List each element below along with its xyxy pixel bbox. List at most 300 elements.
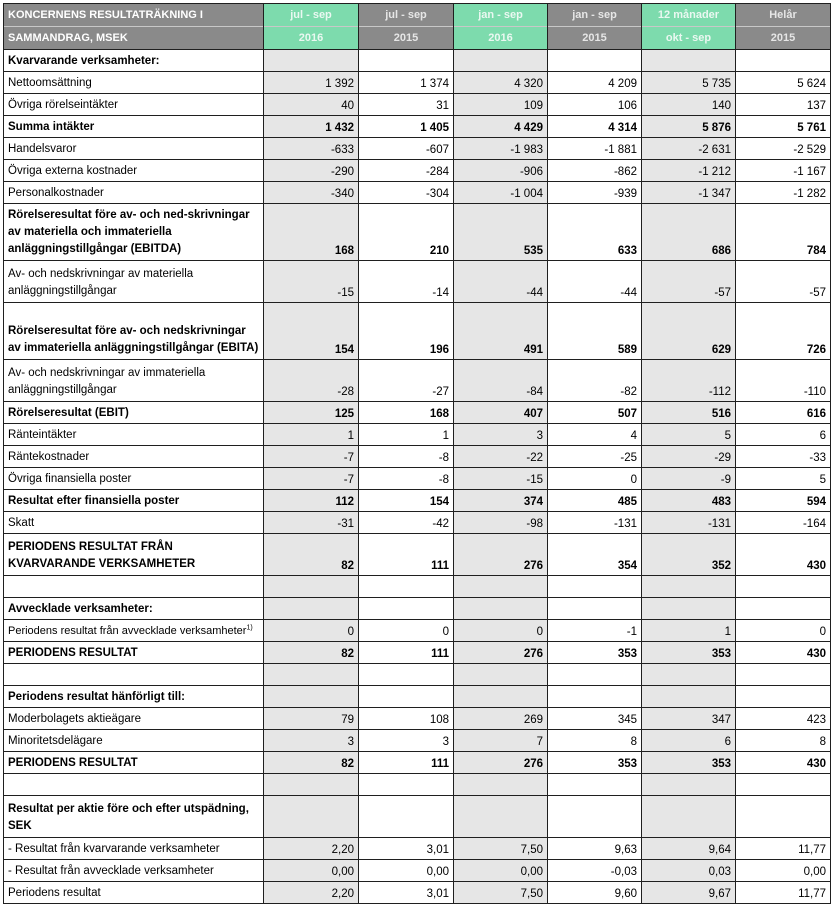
row-label-text: Kvarvarande verksamheter: — [8, 54, 160, 67]
value-cell: 7,50 — [454, 882, 548, 904]
table-row — [4, 838, 831, 860]
value-cell: 1 405 — [359, 116, 454, 138]
row-label — [4, 204, 264, 261]
value-cell — [548, 664, 642, 686]
row-label-text: Moderbolagets aktieägare — [8, 712, 141, 725]
row-label — [4, 838, 264, 860]
table-row — [4, 360, 831, 402]
row-label-text: - Resultat från kvarvarande verksamheter — [8, 842, 220, 855]
value-cell: 196 — [359, 303, 454, 360]
column-header — [548, 4, 642, 50]
value-cell: 491 — [454, 303, 548, 360]
value-cell: 4 — [548, 424, 642, 446]
row-label-text: Rörelseresultat före av- och nedskrivningar av immateriella anläggningstillgångar (EBITA) — [8, 325, 259, 354]
value-cell: -22 — [454, 446, 548, 468]
value-cell: -131 — [548, 512, 642, 534]
value-cell: 353 — [548, 642, 642, 664]
row-label — [4, 160, 264, 182]
value-cell: 0 — [264, 620, 359, 642]
value-cell: -131 — [642, 512, 736, 534]
row-label-text: Resultat efter finansiella poster — [8, 494, 180, 507]
value-cell: 3 — [264, 730, 359, 752]
row-label — [4, 642, 264, 664]
value-cell: -633 — [264, 138, 359, 160]
value-cell — [642, 774, 736, 796]
row-label — [4, 50, 264, 72]
value-cell: 3 — [359, 730, 454, 752]
value-cell — [454, 796, 548, 838]
value-cell — [736, 774, 831, 796]
value-cell: -1 — [548, 620, 642, 642]
value-cell: 108 — [359, 708, 454, 730]
value-cell: 269 — [454, 708, 548, 730]
row-label-text: Övriga finansiella poster — [8, 472, 132, 485]
value-cell: 111 — [359, 534, 454, 576]
value-cell: -112 — [642, 360, 736, 402]
value-cell: 125 — [264, 402, 359, 424]
value-cell: 9,67 — [642, 882, 736, 904]
value-cell — [736, 664, 831, 686]
value-cell: -44 — [454, 261, 548, 303]
value-cell: -0,03 — [548, 860, 642, 882]
value-cell: -29 — [642, 446, 736, 468]
row-label — [4, 576, 264, 598]
value-cell: -2 529 — [736, 138, 831, 160]
row-label-text: Avvecklade verksamheter: — [8, 602, 153, 615]
table-row — [4, 642, 831, 664]
value-cell: 483 — [642, 490, 736, 512]
value-cell: 210 — [359, 204, 454, 261]
table-title-line2: SAMMANDRAG, MSEK — [8, 32, 128, 44]
value-cell: -33 — [736, 446, 831, 468]
value-cell: 9,60 — [548, 882, 642, 904]
value-cell: 5 735 — [642, 72, 736, 94]
value-cell: 407 — [454, 402, 548, 424]
value-cell: 6 — [736, 424, 831, 446]
value-cell: -1 881 — [548, 138, 642, 160]
row-label — [4, 512, 264, 534]
table-row — [4, 490, 831, 512]
value-cell: -98 — [454, 512, 548, 534]
value-cell: 0 — [736, 620, 831, 642]
column-header-line2: 2016 — [488, 32, 513, 44]
value-cell — [359, 796, 454, 838]
row-label — [4, 730, 264, 752]
value-cell — [642, 664, 736, 686]
value-cell: -8 — [359, 446, 454, 468]
table-row — [4, 424, 831, 446]
row-label — [4, 72, 264, 94]
row-label — [4, 664, 264, 686]
row-label — [4, 182, 264, 204]
row-label — [4, 138, 264, 160]
row-label — [4, 116, 264, 138]
value-cell: 2,20 — [264, 882, 359, 904]
value-cell: 137 — [736, 94, 831, 116]
row-label — [4, 468, 264, 490]
value-cell: -2 631 — [642, 138, 736, 160]
column-header-line2: 2015 — [393, 32, 419, 44]
value-cell: 353 — [642, 752, 736, 774]
value-cell: 726 — [736, 303, 831, 360]
value-cell: 7 — [454, 730, 548, 752]
value-cell: 3,01 — [359, 838, 454, 860]
value-cell — [642, 796, 736, 838]
table-row — [4, 402, 831, 424]
value-cell — [264, 50, 359, 72]
table-row — [4, 598, 831, 620]
blank-row — [4, 664, 831, 686]
row-label — [4, 424, 264, 446]
row-label — [4, 620, 264, 642]
table-row — [4, 204, 831, 261]
row-label — [4, 490, 264, 512]
value-cell: -340 — [264, 182, 359, 204]
value-cell: -7 — [264, 468, 359, 490]
value-cell: -1 983 — [454, 138, 548, 160]
value-cell — [264, 598, 359, 620]
row-label-text: Periodens resultat hänförligt till: — [8, 690, 185, 703]
value-cell: 111 — [359, 752, 454, 774]
value-cell: 353 — [642, 642, 736, 664]
value-cell: 352 — [642, 534, 736, 576]
column-header — [264, 4, 359, 50]
table-row — [4, 512, 831, 534]
row-label-text: Rörelseresultat före av- och ned-skrivningar av materiella och immateriella anläggningstillgångar (EBITDA) — [8, 209, 250, 255]
value-cell: 82 — [264, 752, 359, 774]
value-cell: 0 — [359, 620, 454, 642]
value-cell: 347 — [642, 708, 736, 730]
value-cell: 276 — [454, 642, 548, 664]
value-cell: 154 — [359, 490, 454, 512]
value-cell — [548, 50, 642, 72]
row-label-text: PERIODENS RESULTAT — [8, 646, 138, 659]
value-cell — [548, 598, 642, 620]
value-cell: 168 — [359, 402, 454, 424]
value-cell: 140 — [642, 94, 736, 116]
column-header — [642, 4, 736, 50]
value-cell: -31 — [264, 512, 359, 534]
value-cell: -1 167 — [736, 160, 831, 182]
value-cell — [548, 576, 642, 598]
row-label-text: Skatt — [8, 516, 35, 529]
row-label-text: Av- och nedskrivningar av immateriella anläggningstillgångar — [8, 367, 206, 396]
value-cell: -82 — [548, 360, 642, 402]
value-cell: 594 — [736, 490, 831, 512]
value-cell — [736, 796, 831, 838]
value-cell: 686 — [642, 204, 736, 261]
table-row — [4, 182, 831, 204]
value-cell: -1 282 — [736, 182, 831, 204]
value-cell: 0 — [548, 468, 642, 490]
value-cell: -57 — [736, 261, 831, 303]
value-cell: -164 — [736, 512, 831, 534]
value-cell — [548, 796, 642, 838]
value-cell: 8 — [736, 730, 831, 752]
value-cell: -1 212 — [642, 160, 736, 182]
value-cell: 5 — [642, 424, 736, 446]
income-statement-table — [3, 3, 831, 904]
row-label-text: Ränteintäkter — [8, 428, 77, 441]
value-cell: 6 — [642, 730, 736, 752]
row-label — [4, 534, 264, 576]
value-cell — [359, 576, 454, 598]
value-cell — [548, 686, 642, 708]
table-title — [4, 4, 264, 50]
value-cell: 353 — [548, 752, 642, 774]
value-cell — [736, 686, 831, 708]
value-cell: -27 — [359, 360, 454, 402]
value-cell: 109 — [454, 94, 548, 116]
value-cell: 79 — [264, 708, 359, 730]
value-cell — [359, 50, 454, 72]
table-title-line1: KONCERNENS RESULTATRÄKNING I — [4, 4, 263, 27]
value-cell: -44 — [548, 261, 642, 303]
table-row — [4, 138, 831, 160]
table-row — [4, 686, 831, 708]
value-cell — [264, 576, 359, 598]
value-cell: -57 — [642, 261, 736, 303]
column-header-line2: 2015 — [582, 32, 607, 44]
table-row — [4, 303, 831, 360]
table-body — [4, 50, 831, 904]
row-label-text: Summa intäkter — [8, 120, 95, 133]
value-cell — [264, 774, 359, 796]
value-cell: -284 — [359, 160, 454, 182]
row-label — [4, 94, 264, 116]
value-cell: 5 624 — [736, 72, 831, 94]
value-cell: 616 — [736, 402, 831, 424]
value-cell: 423 — [736, 708, 831, 730]
row-label-text: Handelsvaror — [8, 142, 77, 155]
value-cell — [264, 796, 359, 838]
value-cell — [642, 50, 736, 72]
value-cell: 111 — [359, 642, 454, 664]
value-cell: 40 — [264, 94, 359, 116]
row-label-text: PERIODENS RESULTAT — [8, 756, 138, 769]
table-row — [4, 534, 831, 576]
column-header-line1: 12 månader — [642, 4, 735, 27]
value-cell: 589 — [548, 303, 642, 360]
row-label — [4, 752, 264, 774]
value-cell: 430 — [736, 752, 831, 774]
table-row — [4, 882, 831, 904]
row-label-text: Av- och nedskrivningar av materiella anläggningstillgångar — [8, 268, 194, 297]
column-header — [736, 4, 831, 50]
value-cell: 5 876 — [642, 116, 736, 138]
row-label — [4, 261, 264, 303]
value-cell: 82 — [264, 642, 359, 664]
value-cell: -1 347 — [642, 182, 736, 204]
value-cell: 3 — [454, 424, 548, 446]
value-cell: 516 — [642, 402, 736, 424]
row-label — [4, 360, 264, 402]
value-cell: 784 — [736, 204, 831, 261]
column-header-line1: Helår — [736, 4, 830, 27]
blank-row — [4, 576, 831, 598]
table-row — [4, 796, 831, 838]
column-header-line2: 2016 — [298, 32, 324, 44]
column-header-line2: okt - sep — [665, 32, 712, 44]
value-cell: 1 — [264, 424, 359, 446]
value-cell: 11,77 — [736, 838, 831, 860]
value-cell: -7 — [264, 446, 359, 468]
value-cell: 354 — [548, 534, 642, 576]
value-cell: 633 — [548, 204, 642, 261]
table-row — [4, 116, 831, 138]
row-label — [4, 686, 264, 708]
value-cell: 5 — [736, 468, 831, 490]
row-label-text: Periodens resultat — [8, 886, 101, 899]
column-header-line1: jul - sep — [359, 4, 453, 27]
column-header-line1: jul - sep — [264, 4, 358, 27]
value-cell: -304 — [359, 182, 454, 204]
value-cell: 4 320 — [454, 72, 548, 94]
value-cell: 374 — [454, 490, 548, 512]
value-cell: 535 — [454, 204, 548, 261]
row-label-text: Personalkostnader — [8, 186, 104, 199]
value-cell: 7,50 — [454, 838, 548, 860]
value-cell: 430 — [736, 642, 831, 664]
value-cell — [454, 774, 548, 796]
table-row — [4, 160, 831, 182]
value-cell: 0,00 — [359, 860, 454, 882]
value-cell: 0,00 — [264, 860, 359, 882]
table-row — [4, 730, 831, 752]
value-cell: 345 — [548, 708, 642, 730]
value-cell: -1 004 — [454, 182, 548, 204]
value-cell: 0,03 — [642, 860, 736, 882]
value-cell: 1 432 — [264, 116, 359, 138]
value-cell: 0,00 — [454, 860, 548, 882]
row-label — [4, 708, 264, 730]
value-cell — [359, 774, 454, 796]
value-cell — [642, 686, 736, 708]
row-label-text: Övriga externa kostnader — [8, 164, 138, 177]
row-label-text: Rörelseresultat (EBIT) — [8, 406, 129, 419]
value-cell — [454, 576, 548, 598]
value-cell: -862 — [548, 160, 642, 182]
value-cell: 82 — [264, 534, 359, 576]
value-cell: 9,63 — [548, 838, 642, 860]
value-cell: -14 — [359, 261, 454, 303]
value-cell: -939 — [548, 182, 642, 204]
row-label-text: Räntekostnader — [8, 450, 90, 463]
row-label — [4, 860, 264, 882]
value-cell — [642, 598, 736, 620]
value-cell: 8 — [548, 730, 642, 752]
column-header-line1: jan - sep — [454, 4, 547, 27]
value-cell: 276 — [454, 752, 548, 774]
row-label — [4, 402, 264, 424]
value-cell: -15 — [454, 468, 548, 490]
value-cell: 1 — [359, 424, 454, 446]
table-row — [4, 261, 831, 303]
row-label — [4, 446, 264, 468]
value-cell: 1 — [642, 620, 736, 642]
column-header — [359, 4, 454, 50]
row-label — [4, 774, 264, 796]
value-cell: 1 374 — [359, 72, 454, 94]
value-cell: 168 — [264, 204, 359, 261]
table-row — [4, 50, 831, 72]
table-row — [4, 72, 831, 94]
column-header-line2: 2015 — [770, 32, 796, 44]
row-label — [4, 598, 264, 620]
row-label — [4, 796, 264, 838]
value-cell — [548, 774, 642, 796]
value-cell: 629 — [642, 303, 736, 360]
row-label-text: - Resultat från avvecklade verksamheter — [8, 864, 214, 877]
table-row — [4, 620, 831, 642]
table-row — [4, 94, 831, 116]
row-label-text: Nettoomsättning — [8, 76, 92, 89]
value-cell — [454, 50, 548, 72]
value-cell: -25 — [548, 446, 642, 468]
value-cell: 9,64 — [642, 838, 736, 860]
value-cell: 4 314 — [548, 116, 642, 138]
row-label — [4, 882, 264, 904]
row-label-text: PERIODENS RESULTAT FRÅN KVARVARANDE VERKSAMHETER — [8, 541, 196, 570]
value-cell: -42 — [359, 512, 454, 534]
value-cell — [454, 664, 548, 686]
value-cell: 5 761 — [736, 116, 831, 138]
value-cell: 154 — [264, 303, 359, 360]
value-cell: -84 — [454, 360, 548, 402]
column-header-line1: jan - sep — [548, 4, 641, 27]
value-cell: -607 — [359, 138, 454, 160]
value-cell: -8 — [359, 468, 454, 490]
value-cell — [359, 686, 454, 708]
value-cell: 106 — [548, 94, 642, 116]
value-cell: 485 — [548, 490, 642, 512]
value-cell: 0,00 — [736, 860, 831, 882]
column-header — [454, 4, 548, 50]
value-cell: -28 — [264, 360, 359, 402]
value-cell: 31 — [359, 94, 454, 116]
value-cell: 4 209 — [548, 72, 642, 94]
value-cell — [454, 598, 548, 620]
value-cell — [736, 50, 831, 72]
value-cell: 112 — [264, 490, 359, 512]
table-row — [4, 752, 831, 774]
row-label-text: Periodens resultat från avvecklade verksamheter — [8, 624, 247, 637]
table-row — [4, 860, 831, 882]
value-cell: 0 — [454, 620, 548, 642]
row-label-text: Resultat per aktie före och efter utspädning, SEK — [8, 803, 249, 832]
value-cell: 4 429 — [454, 116, 548, 138]
row-label-text: Minoritetsdelägare — [8, 734, 103, 747]
value-cell — [642, 576, 736, 598]
value-cell: 2,20 — [264, 838, 359, 860]
value-cell: -9 — [642, 468, 736, 490]
value-cell: 276 — [454, 534, 548, 576]
value-cell: 11,77 — [736, 882, 831, 904]
value-cell: 3,01 — [359, 882, 454, 904]
row-label — [4, 303, 264, 360]
table-header-row — [4, 4, 831, 50]
value-cell — [264, 686, 359, 708]
value-cell — [736, 598, 831, 620]
value-cell: 430 — [736, 534, 831, 576]
footnote-marker: 1) — [246, 623, 253, 631]
value-cell: -15 — [264, 261, 359, 303]
row-label-text: Övriga rörelseintäkter — [8, 98, 118, 111]
value-cell — [454, 686, 548, 708]
table-row — [4, 708, 831, 730]
value-cell: 1 392 — [264, 72, 359, 94]
value-cell — [359, 598, 454, 620]
